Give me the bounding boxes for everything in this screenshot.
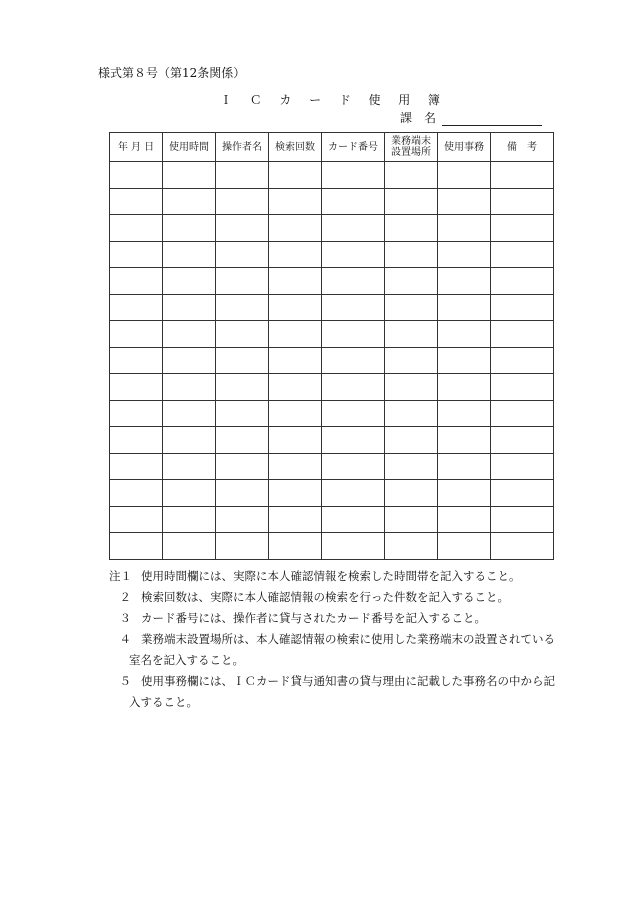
table-cell[interactable]	[491, 241, 554, 268]
column-header	[163, 133, 216, 162]
document-title	[220, 91, 440, 108]
table-cell[interactable]	[322, 241, 385, 268]
note-text	[141, 587, 569, 608]
table-cell[interactable]	[438, 347, 491, 374]
column-header-text: カード番号	[328, 141, 378, 153]
table-cell[interactable]	[438, 533, 491, 560]
table-cell[interactable]	[322, 347, 385, 374]
table-cell[interactable]	[438, 374, 491, 401]
table-cell[interactable]	[216, 162, 269, 189]
note-text-line: カード番号には、操作者に貸与されたカード番号を記入すること。	[141, 611, 486, 625]
column-header-text: 業務端末	[391, 136, 431, 147]
table-row	[110, 427, 554, 454]
note-text	[141, 566, 569, 587]
table-cell[interactable]	[216, 241, 269, 268]
table-header-row	[110, 133, 554, 162]
table-cell[interactable]	[163, 241, 216, 268]
table-cell[interactable]	[163, 400, 216, 427]
table-cell[interactable]	[491, 480, 554, 507]
table-cell[interactable]	[385, 162, 438, 189]
section-name-input-line[interactable]	[442, 111, 542, 126]
table-cell[interactable]	[438, 453, 491, 480]
table-cell[interactable]	[110, 241, 163, 268]
table-cell[interactable]	[491, 533, 554, 560]
table-cell[interactable]	[269, 188, 322, 215]
table-cell[interactable]	[385, 321, 438, 348]
column-header	[216, 133, 269, 162]
table-cell[interactable]	[385, 268, 438, 295]
table-cell[interactable]	[269, 294, 322, 321]
table-cell[interactable]	[269, 268, 322, 295]
table-cell[interactable]	[110, 480, 163, 507]
table-cell[interactable]	[269, 241, 322, 268]
table-cell[interactable]	[110, 347, 163, 374]
note-number: ２	[119, 590, 131, 604]
table-row	[110, 294, 554, 321]
note-item	[109, 671, 569, 713]
table-cell[interactable]	[491, 347, 554, 374]
usage-log-table	[109, 132, 554, 560]
table-cell[interactable]	[110, 321, 163, 348]
column-header-text: 備 考	[507, 141, 537, 153]
table-cell[interactable]	[110, 506, 163, 533]
table-cell[interactable]	[385, 400, 438, 427]
table-row	[110, 480, 554, 507]
title-char: Ｉ	[220, 93, 233, 107]
note-text	[141, 608, 569, 629]
table-row	[110, 268, 554, 295]
table-cell[interactable]	[110, 400, 163, 427]
title-char: 用	[398, 93, 411, 107]
table-cell[interactable]	[491, 506, 554, 533]
table-cell[interactable]	[216, 453, 269, 480]
column-header	[491, 133, 554, 162]
table-row	[110, 321, 554, 348]
table-cell[interactable]	[216, 215, 269, 242]
column-header	[322, 133, 385, 162]
column-header	[385, 133, 438, 162]
table-cell[interactable]	[216, 506, 269, 533]
column-header-text: 検索回数	[275, 141, 315, 153]
table-cell[interactable]	[216, 480, 269, 507]
table-row	[110, 506, 554, 533]
table-cell[interactable]	[385, 374, 438, 401]
column-header	[269, 133, 322, 162]
table-row	[110, 533, 554, 560]
title-char: Ｃ	[249, 93, 262, 107]
table-cell[interactable]	[269, 374, 322, 401]
table-cell[interactable]	[216, 374, 269, 401]
table-cell[interactable]	[491, 400, 554, 427]
table-cell[interactable]	[491, 453, 554, 480]
table-cell[interactable]	[216, 321, 269, 348]
table-cell[interactable]	[216, 427, 269, 454]
table-cell[interactable]	[216, 400, 269, 427]
table-cell[interactable]	[491, 162, 554, 189]
table-cell[interactable]	[110, 162, 163, 189]
note-item	[109, 608, 569, 629]
note-item	[109, 629, 569, 671]
table-cell[interactable]	[216, 294, 269, 321]
table-cell[interactable]	[269, 215, 322, 242]
table-cell[interactable]	[269, 480, 322, 507]
table-cell[interactable]	[322, 400, 385, 427]
table-cell[interactable]	[216, 268, 269, 295]
notes-section	[109, 566, 569, 713]
table-cell[interactable]	[163, 215, 216, 242]
table-row	[110, 347, 554, 374]
table-cell[interactable]	[322, 533, 385, 560]
note-text-line: 室名を記入すること。	[129, 653, 244, 667]
table-cell[interactable]	[385, 241, 438, 268]
column-header	[438, 133, 491, 162]
table-cell[interactable]	[322, 268, 385, 295]
table-cell[interactable]	[491, 321, 554, 348]
column-header-text: 使用事務	[444, 141, 484, 153]
table-cell[interactable]	[110, 427, 163, 454]
table-cell[interactable]	[438, 321, 491, 348]
table-cell[interactable]	[438, 188, 491, 215]
table-cell[interactable]	[163, 427, 216, 454]
table-row	[110, 188, 554, 215]
table-cell[interactable]	[163, 506, 216, 533]
table-cell[interactable]	[269, 162, 322, 189]
table-cell[interactable]	[322, 162, 385, 189]
table-cell[interactable]	[322, 427, 385, 454]
section-name-label: 課 名	[400, 111, 437, 125]
table-cell[interactable]	[322, 506, 385, 533]
table-cell[interactable]	[385, 453, 438, 480]
note-item	[109, 566, 569, 587]
table-cell[interactable]	[385, 188, 438, 215]
table-cell[interactable]	[491, 294, 554, 321]
table-cell[interactable]	[163, 321, 216, 348]
table-cell[interactable]	[491, 374, 554, 401]
table-cell[interactable]	[163, 480, 216, 507]
table-cell[interactable]	[110, 188, 163, 215]
table-cell[interactable]	[438, 241, 491, 268]
table-cell[interactable]	[438, 400, 491, 427]
table-cell[interactable]	[322, 480, 385, 507]
table-row	[110, 374, 554, 401]
table-cell[interactable]	[385, 215, 438, 242]
table-cell[interactable]	[438, 480, 491, 507]
table-cell[interactable]	[269, 321, 322, 348]
table-cell[interactable]	[269, 506, 322, 533]
title-char: カ	[279, 93, 292, 107]
table-cell[interactable]	[385, 533, 438, 560]
table-cell[interactable]	[163, 294, 216, 321]
table-cell[interactable]	[163, 347, 216, 374]
note-number: 注１	[109, 569, 132, 583]
column-header-text: 操作者名	[222, 141, 262, 153]
note-item	[109, 587, 569, 608]
table-cell[interactable]	[322, 215, 385, 242]
table-cell[interactable]	[385, 480, 438, 507]
table-cell[interactable]	[438, 268, 491, 295]
table-cell[interactable]	[269, 347, 322, 374]
table-cell[interactable]	[385, 506, 438, 533]
table-cell[interactable]	[163, 188, 216, 215]
table-cell[interactable]	[269, 533, 322, 560]
table-cell[interactable]	[269, 453, 322, 480]
column-header-text: 使用時間	[169, 141, 209, 153]
table-row	[110, 400, 554, 427]
title-char: ド	[338, 93, 351, 107]
note-text	[129, 671, 569, 713]
table-cell[interactable]	[216, 347, 269, 374]
table-cell[interactable]	[491, 188, 554, 215]
table-cell[interactable]	[163, 453, 216, 480]
note-number: ３	[119, 611, 131, 625]
table-cell[interactable]	[216, 188, 269, 215]
table-cell[interactable]	[110, 294, 163, 321]
table-cell[interactable]	[322, 453, 385, 480]
table-cell[interactable]	[110, 453, 163, 480]
table-cell[interactable]	[438, 215, 491, 242]
title-char: 簿	[427, 93, 440, 107]
note-text-line: 入すること。	[129, 695, 198, 709]
table-cell[interactable]	[438, 427, 491, 454]
note-text-line: 使用時間欄には、実際に本人確認情報を検索した時間帯を記入すること。	[141, 569, 521, 583]
title-char: 使	[368, 93, 381, 107]
table-cell[interactable]	[163, 268, 216, 295]
table-cell[interactable]	[269, 427, 322, 454]
table-cell[interactable]	[110, 533, 163, 560]
note-text-line: 検索回数は、実際に本人確認情報の検索を行った件数を記入すること。	[141, 590, 509, 604]
column-header-text: 設置場所	[391, 147, 431, 158]
title-char: ー	[309, 93, 322, 107]
table-row	[110, 215, 554, 242]
table-cell[interactable]	[491, 268, 554, 295]
table-cell[interactable]	[438, 294, 491, 321]
table-cell[interactable]	[216, 533, 269, 560]
table-row	[110, 453, 554, 480]
table-cell[interactable]	[491, 427, 554, 454]
table-cell[interactable]	[438, 506, 491, 533]
form-number: 様式第８号（第12条関係）	[98, 66, 246, 80]
table-row	[110, 162, 554, 189]
table-cell[interactable]	[163, 533, 216, 560]
table-cell[interactable]	[163, 374, 216, 401]
table-cell[interactable]	[385, 347, 438, 374]
note-number: ５	[119, 674, 131, 688]
table-row	[110, 241, 554, 268]
table-cell[interactable]	[438, 162, 491, 189]
table-cell[interactable]	[322, 321, 385, 348]
table-cell[interactable]	[322, 188, 385, 215]
table-cell[interactable]	[163, 162, 216, 189]
note-number: ４	[119, 632, 131, 646]
table-cell[interactable]	[385, 427, 438, 454]
table-cell[interactable]	[491, 215, 554, 242]
column-header	[110, 133, 163, 162]
note-text-line: 使用事務欄には、ＩＣカード貸与通知書の貸与理由に記載した事務名の中から記	[141, 674, 555, 688]
note-text	[129, 629, 569, 671]
table-cell[interactable]	[385, 294, 438, 321]
table-cell[interactable]	[269, 400, 322, 427]
table-cell[interactable]	[322, 374, 385, 401]
note-text-line: 業務端末設置場所は、本人確認情報の検索に使用した業務端末の設置されている	[141, 632, 555, 646]
section-name-field	[400, 109, 542, 126]
table-cell[interactable]	[322, 294, 385, 321]
table-cell[interactable]	[110, 374, 163, 401]
column-header-text: 年 月 日	[117, 141, 155, 153]
table-cell[interactable]	[110, 268, 163, 295]
table-cell[interactable]	[110, 215, 163, 242]
